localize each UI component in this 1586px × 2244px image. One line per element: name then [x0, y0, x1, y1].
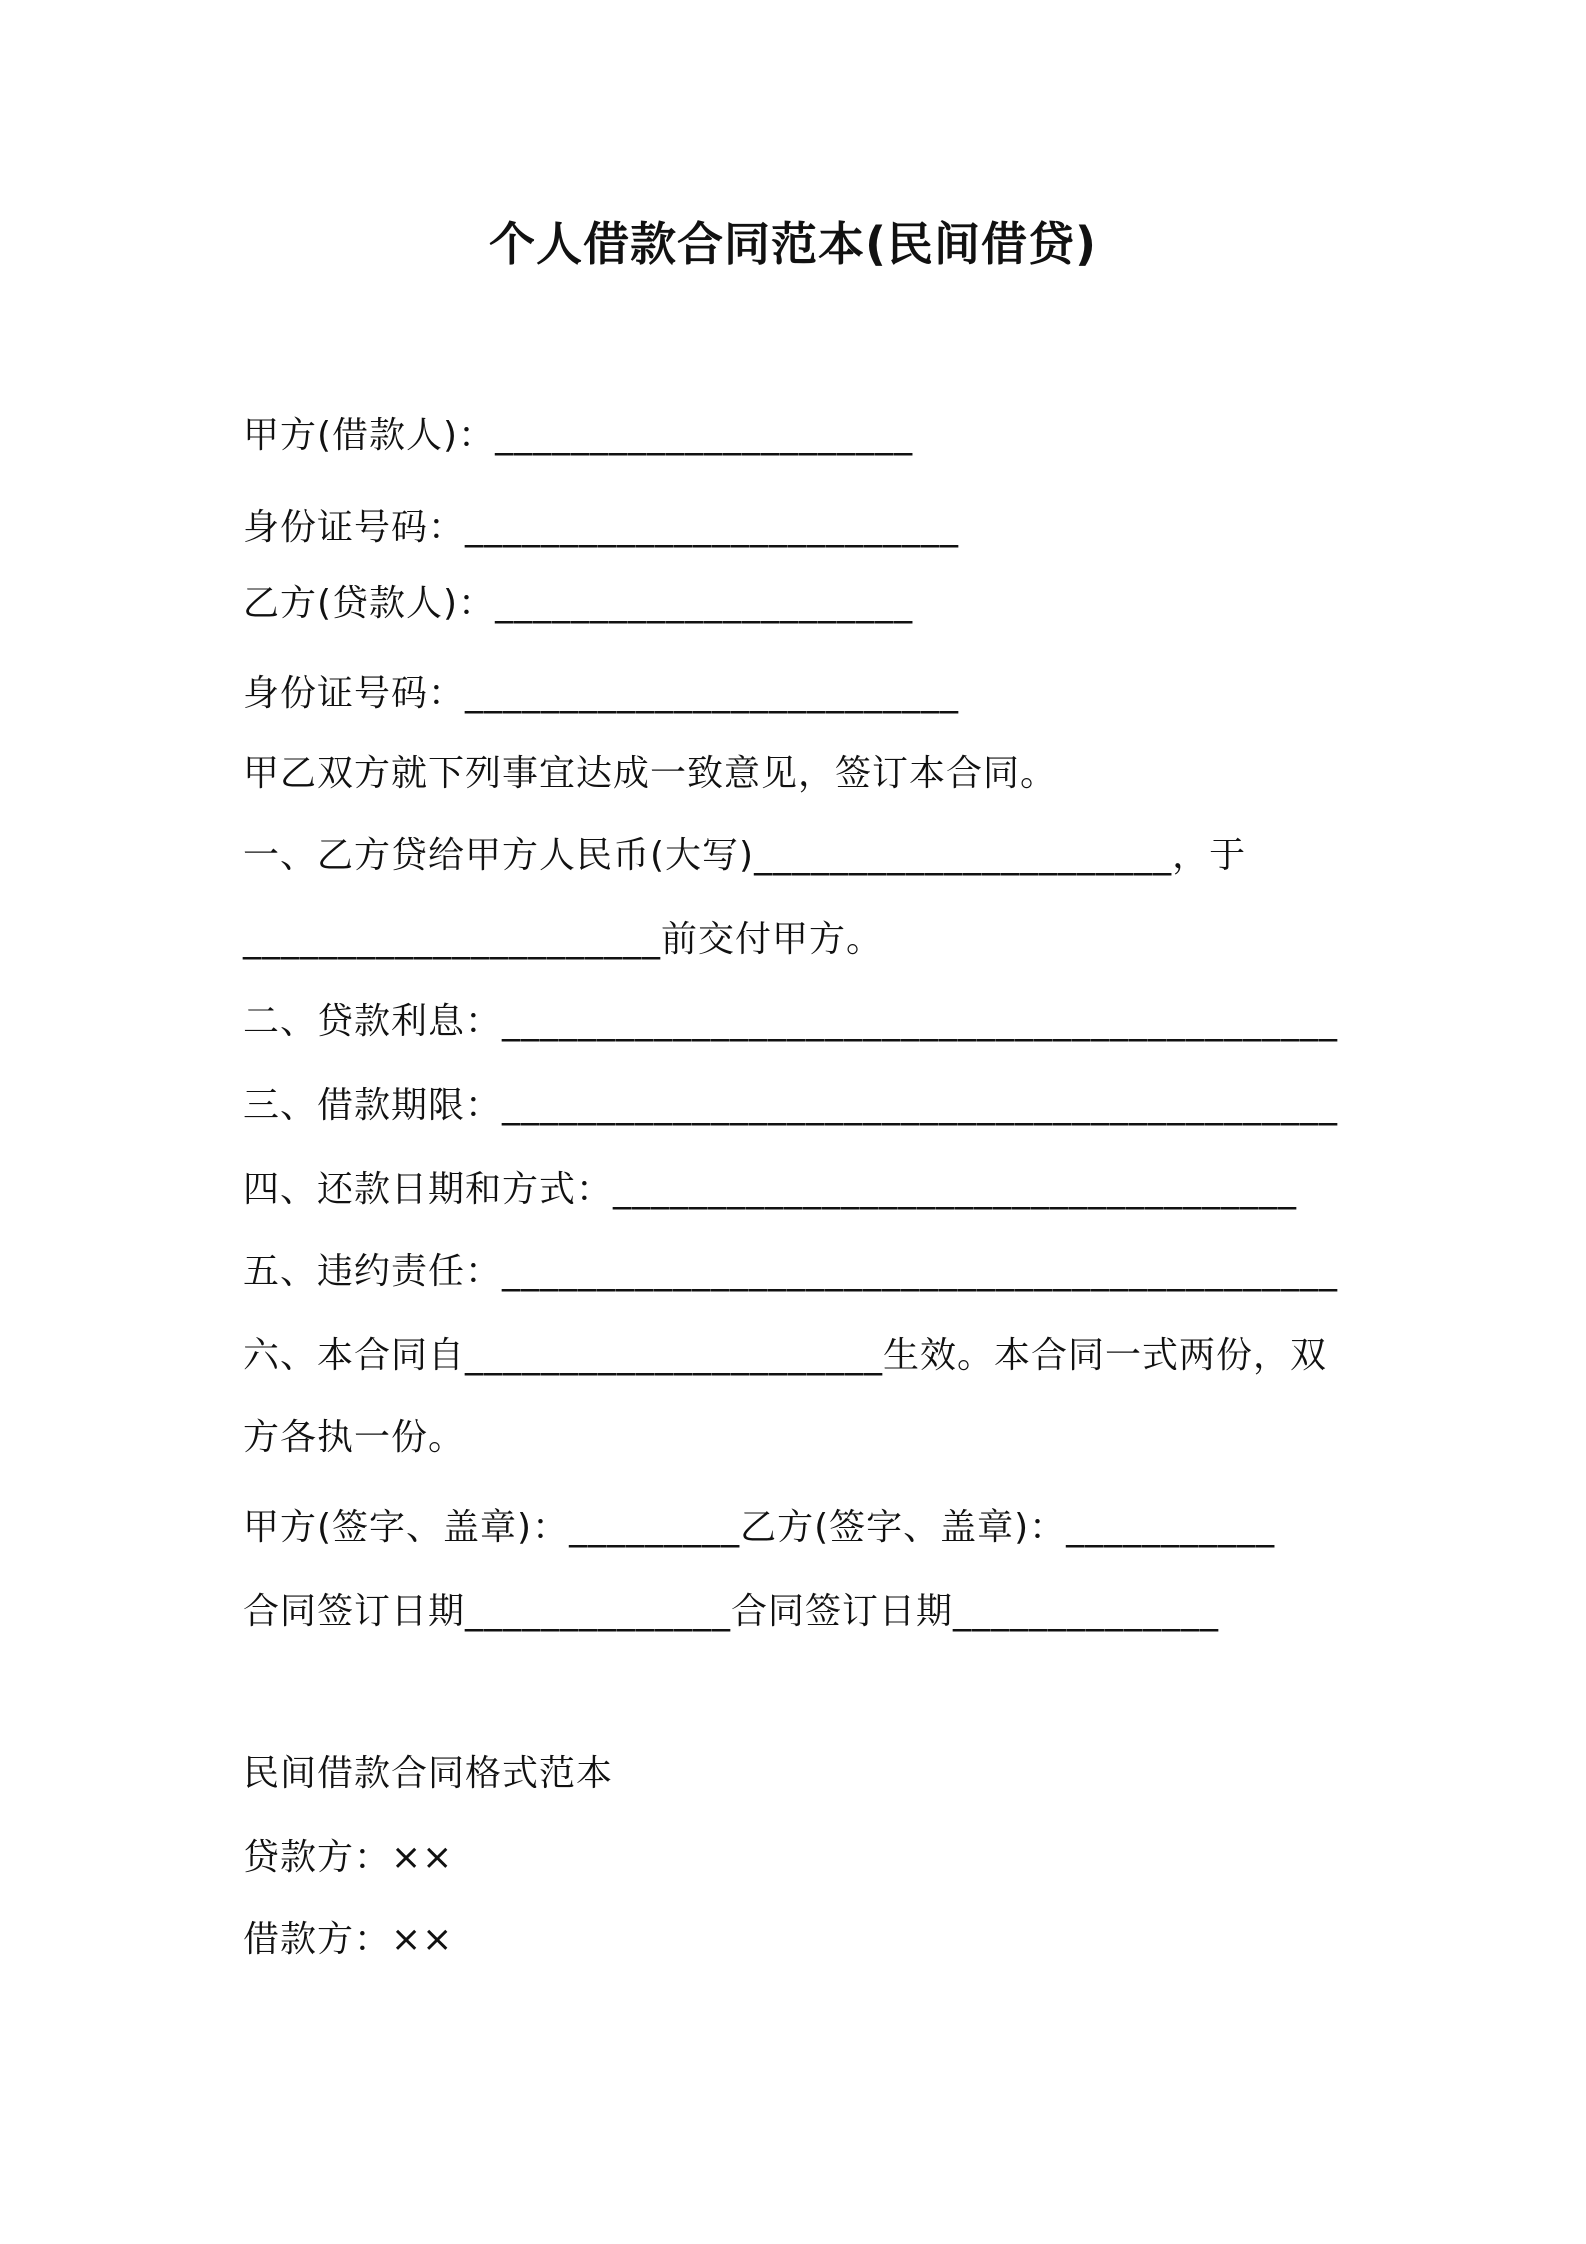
clause-1-line-1: 一、乙方贷给甲方人民币(大写)______________________，于	[243, 835, 1247, 876]
agreement-intro-line: 甲乙双方就下列事宜达成一致意见，签订本合同。	[243, 753, 1058, 794]
clause-6-line-2: 方各执一份。	[243, 1417, 466, 1458]
signing-date-line: 合同签订日期______________合同签订日期______________	[243, 1591, 1220, 1632]
clause-3-term: 三、借款期限：____________________________________________	[243, 1085, 1339, 1126]
party-b-id-line: 身份证号码：__________________________	[243, 673, 960, 714]
party-a-borrower-line: 甲方(借款人)：______________________	[243, 415, 914, 456]
clause-5-liability: 五、违约责任：____________________________________________	[243, 1251, 1339, 1292]
party-b-lender-line: 乙方(贷款人)：______________________	[243, 583, 914, 624]
section-heading: 民间借款合同格式范本	[243, 1753, 614, 1794]
party-a-id-line: 身份证号码：__________________________	[243, 507, 960, 548]
clause-2-interest: 二、贷款利息：____________________________________________	[243, 1001, 1339, 1042]
clause-1-line-2: ______________________前交付甲方。	[243, 919, 884, 960]
document-title: 个人借款合同范本(民间借贷)	[488, 217, 1098, 271]
clause-4-repayment: 四、还款日期和方式：____________________________________	[243, 1169, 1298, 1210]
signature-line: 甲方(签字、盖章)：_________乙方(签字、盖章)：___________	[243, 1507, 1276, 1548]
borrower-line: 借款方：××	[243, 1919, 454, 1960]
clause-6-line-1: 六、本合同自______________________生效。本合同一式两份，双	[243, 1335, 1328, 1376]
lender-line: 贷款方：××	[243, 1837, 454, 1878]
